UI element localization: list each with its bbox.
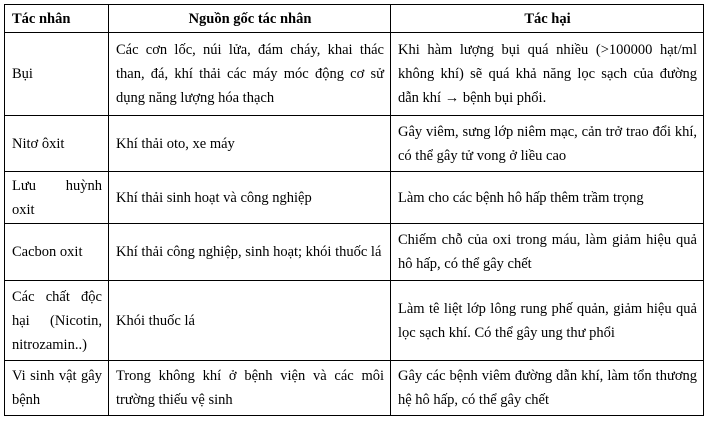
cell-harm: Khi hàm lượng bụi quá nhiều (>100000 hạt/ml không khí) sẽ quá khả năng lọc sạch của đường dẫn khí → bệnh bụi phổi. xyxy=(391,33,704,116)
table-row xyxy=(5,116,704,172)
cell-agent: Lưu huỳnh oxit xyxy=(5,172,109,224)
table-header-row xyxy=(5,5,704,33)
cell-harm: Làm tê liệt lớp lông rung phế quản, giảm hiệu quả lọc sạch khí. Có thể gây ung thư phổi xyxy=(391,281,704,361)
cell-agent: Nitơ ôxit xyxy=(5,116,109,172)
pollutant-table xyxy=(4,4,704,416)
cell-agent: Vi sinh vật gây bệnh xyxy=(5,361,109,416)
header-agent: Tác nhân xyxy=(5,5,109,33)
cell-harm: Làm cho các bệnh hô hấp thêm trầm trọng xyxy=(391,172,704,224)
cell-source: Các cơn lốc, núi lửa, đám cháy, khai thác than, đá, khí thải các máy móc động cơ sử dụng năng lượng hóa thạch xyxy=(109,33,391,116)
header-source: Nguồn gốc tác nhân xyxy=(109,5,391,33)
header-harm: Tác hại xyxy=(391,5,704,33)
cell-agent: Cacbon oxit xyxy=(5,224,109,281)
cell-harm: Chiếm chỗ của oxi trong máu, làm giảm hiệu quả hô hấp, có thể gây chết xyxy=(391,224,704,281)
cell-harm: Gây viêm, sưng lớp niêm mạc, cản trở trao đổi khí, có thể gây tử vong ở liều cao xyxy=(391,116,704,172)
cell-harm: Gây các bệnh viêm đường dẫn khí, làm tổn thương hệ hô hấp, có thể gây chết xyxy=(391,361,704,416)
cell-source: Khí thải oto, xe máy xyxy=(109,116,391,172)
cell-source: Trong không khí ở bệnh viện và các môi trường thiếu vệ sinh xyxy=(109,361,391,416)
cell-agent: Các chất độc hại (Nicotin, nitrozamin..) xyxy=(5,281,109,361)
cell-source: Khí thải công nghiệp, sinh hoạt; khói thuốc lá xyxy=(109,224,391,281)
cell-source: Khí thải sinh hoạt và công nghiệp xyxy=(109,172,391,224)
table-row xyxy=(5,361,704,416)
table-row xyxy=(5,33,704,116)
cell-source: Khói thuốc lá xyxy=(109,281,391,361)
cell-agent: Bụi xyxy=(5,33,109,116)
table-row xyxy=(5,172,704,224)
table-row xyxy=(5,224,704,281)
table-row xyxy=(5,281,704,361)
